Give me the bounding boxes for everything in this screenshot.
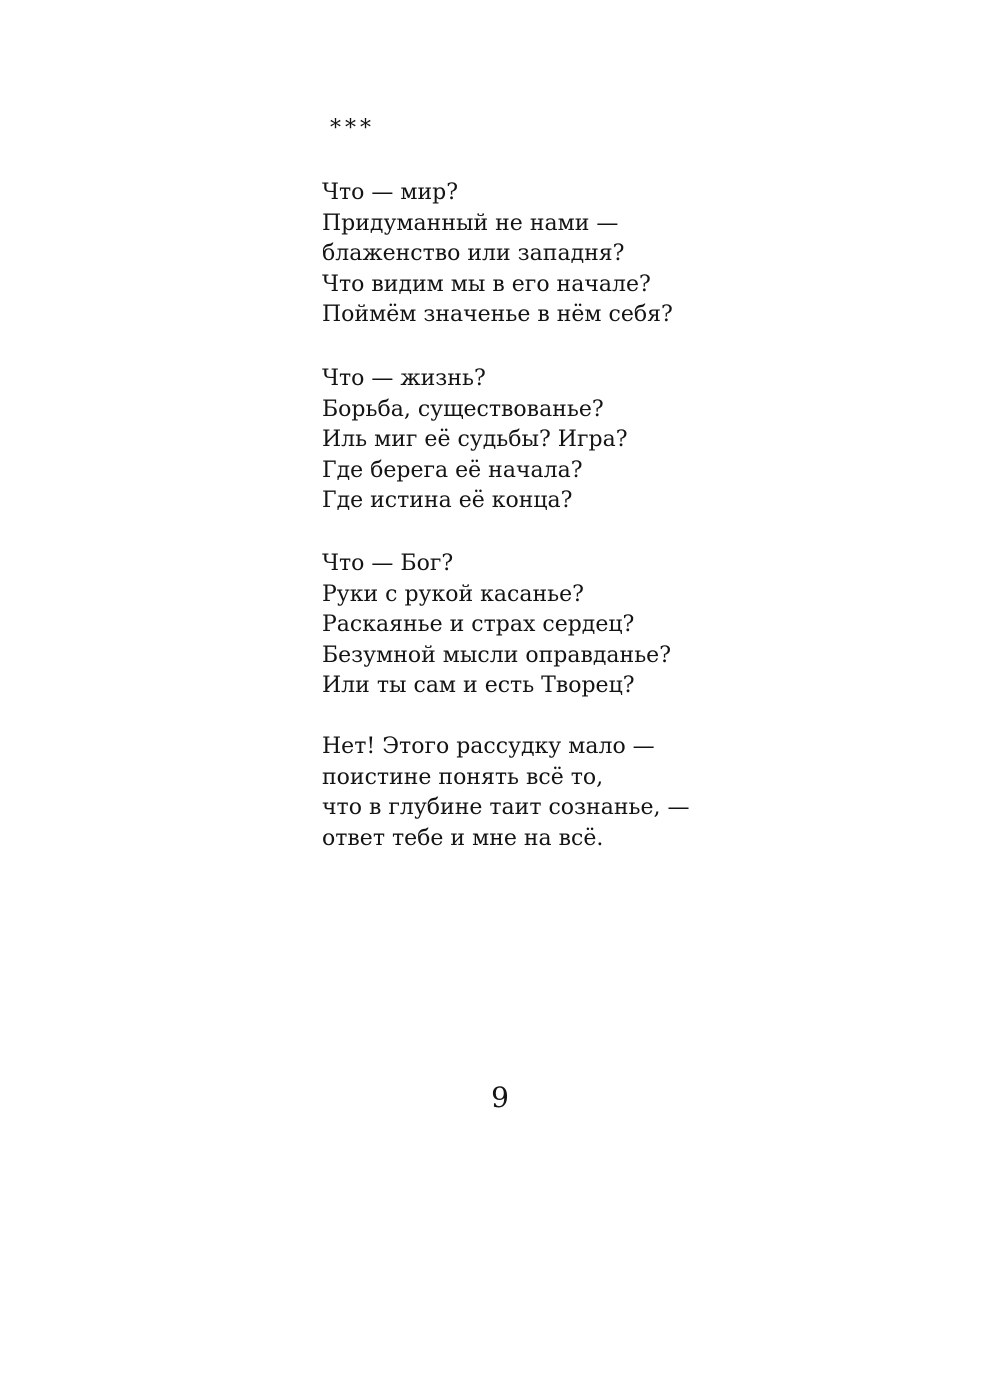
poem-line: что в глубине таит сознанье, — [322,795,690,820]
stanza-3 [322,549,822,702]
poem-line: Придуманный не нами — [322,210,619,236]
poem-line: Иль миг её судьбы? Игра? [322,427,628,452]
poem-line: Безумной мысли оправданье? [322,642,671,668]
poem-line: блаженство или западня? [322,241,625,266]
poem-line: Или ты сам и есть Творец? [322,673,635,698]
poem-line: Где берега её начала? [322,457,583,483]
stanza-2 [322,364,822,517]
stanza-4 [322,732,822,854]
poem-line: Руки с рукой касанье? [322,581,584,607]
poem-line: Нет! Этого рассудку мало — [322,734,655,759]
poem-line: Борьба, существованье? [322,396,604,422]
poem-line: Что — жизнь? [322,366,486,391]
poem-line: поистине понять всё то, [322,764,604,790]
poem-line: ответ тебе и мне на всё. [322,825,604,851]
poem-line: Что — мир? [322,180,459,205]
poem-line: Раскаянье и страх сердец? [322,612,635,637]
stanza-1 [322,178,822,331]
poem-line: Что видим мы в его начале? [322,271,651,297]
poem-line: Где истина её конца? [322,488,573,513]
page-number: 9 [491,1081,509,1114]
poem-line: Что — Бог? [322,551,454,576]
poem-line: Поймём значенье в нём себя? [322,302,673,327]
stanza-separator-asterisks: *** [330,116,375,141]
